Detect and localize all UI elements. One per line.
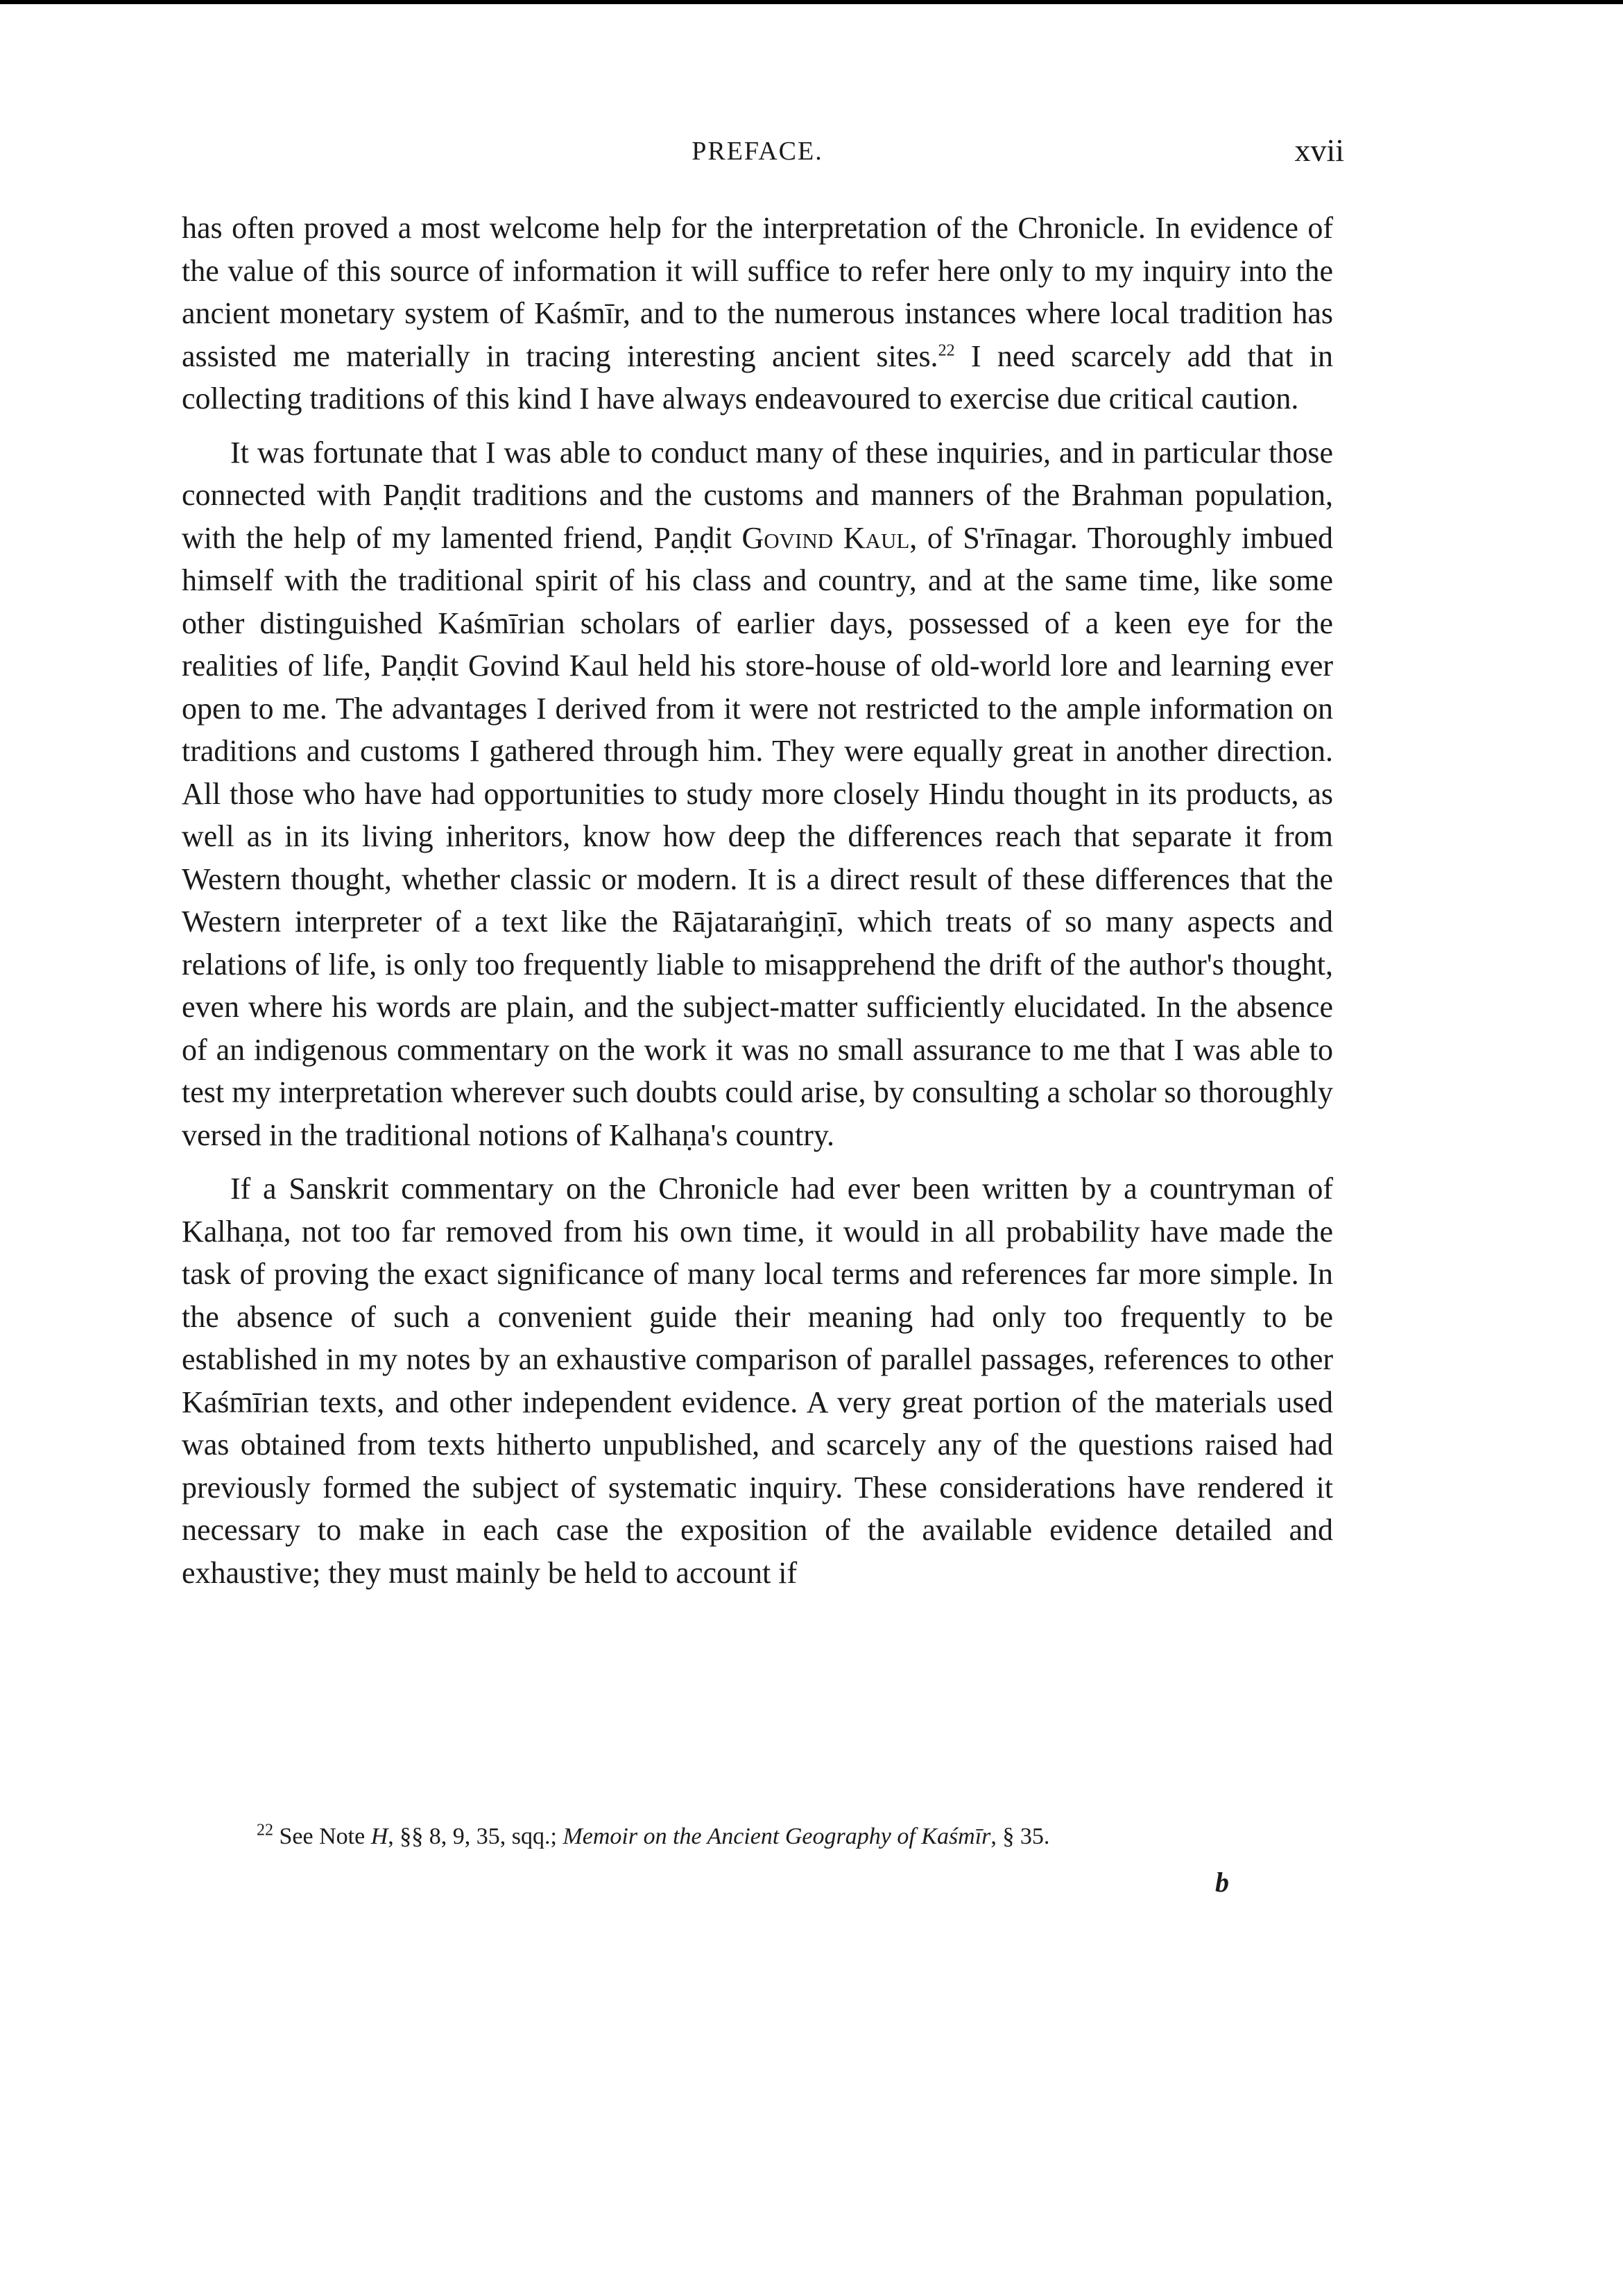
footnote-reference-22: 22 xyxy=(938,341,955,359)
page-number: xvii xyxy=(1294,132,1344,168)
paragraph-2-text-a: It was fortunate that I was able to conduct many of these inquiries, and in particular those connected with Paṇḍit traditions and the customs and manners of the Brahman population, with the help of my lamented friend, Paṇḍit xyxy=(182,435,1333,555)
footnote-text-c: , § 35. xyxy=(990,1824,1050,1849)
body-text xyxy=(182,207,1333,1594)
paragraph-2-name-smallcaps: Govind Kaul xyxy=(741,520,910,555)
footnote-note-letter: H xyxy=(370,1824,388,1849)
footnote-22 xyxy=(257,1821,1339,1853)
paragraph-1-text-b: I need scarcely add that in collecting traditions of this kind I have always endeavoured to exercise due critical caution. xyxy=(182,339,1333,415)
paragraph-3: If a Sanskrit commentary on the Chronicle had ever been written by a countryman of Kalhaṇa, not too far removed from his own time, it would in all probability have made the task of proving the exact significance of many local terms and references far more simple. In the absence of such a convenient guide their meaning had only too frequently to be established in my notes by an exhaustive comparison of parallel passages, references to other Kaśmīrian texts, and other independent evidence. A very great portion of the materials used was obtained from texts hitherto unpublished, and scarcely any of the questions raised had previously formed the subject of systematic inquiry. These considerations have rendered it necessary to make in each case the exposition of the available evidence detailed and exhaustive; they must mainly be held to account if xyxy=(182,1172,1333,1590)
footnote-number: 22 xyxy=(257,1821,273,1840)
paragraph-2 xyxy=(182,431,1333,1157)
footnote-text-b: , §§ 8, 9, 35, sqq.; xyxy=(388,1824,563,1849)
running-title: PREFACE. xyxy=(692,137,823,166)
top-border-rule xyxy=(0,0,1623,4)
signature-mark: b xyxy=(1215,1867,1229,1898)
footnote-memoir-title: Memoir on the Ancient Geography of Kaśmīr xyxy=(563,1824,991,1849)
paragraph-1-text-a: has often proved a most welcome help for the interpretation of the Chronicle. In evidence of the value of this source of information it will suffice to refer here only to my inquiry into the ancient monetary system of Kaśmīr, and to the numerous instances where local tradition has assisted me materially in tracing interesting ancient sites. xyxy=(182,211,1333,373)
page-header xyxy=(182,132,1344,180)
paragraph-2-text-b: , of S'rīnagar. Thoroughly imbued himself with the traditional spirit of his class and country, and at the same time, like some other distinguished Kaśmīrian scholars of earlier days, possessed of a keen eye for the realities of life, Paṇḍit Govind Kaul held his store-house of old-world lore and learning ever open to me. The advantages I derived from it were not restricted to the ample information on traditions and customs I gathered through him. They were equally great in another direction. All those who have had opportunities to study more closely Hindu thought in its products, as well as in its living inheritors, know how deep the differences reach that separate it from Western thought, whether classic or modern. It is a direct result of these differences that the Western interpreter of a text like the Rājataraṅgiṇī, which treats of so many aspects and relations of life, is only too frequently liable to misapprehend the drift of the author's thought, even where his words are plain, and the subject-matter sufficiently elucidated. In the absence of an indigenous commentary on the work it was no small assurance to me that I was able to test my interpretation wherever such doubts could arise, by consulting a scholar so thoroughly versed in the traditional notions of Kalhaṇa's country. xyxy=(182,520,1333,1152)
paragraph-1 xyxy=(182,207,1333,420)
footnote-text-a: See Note xyxy=(273,1824,371,1849)
